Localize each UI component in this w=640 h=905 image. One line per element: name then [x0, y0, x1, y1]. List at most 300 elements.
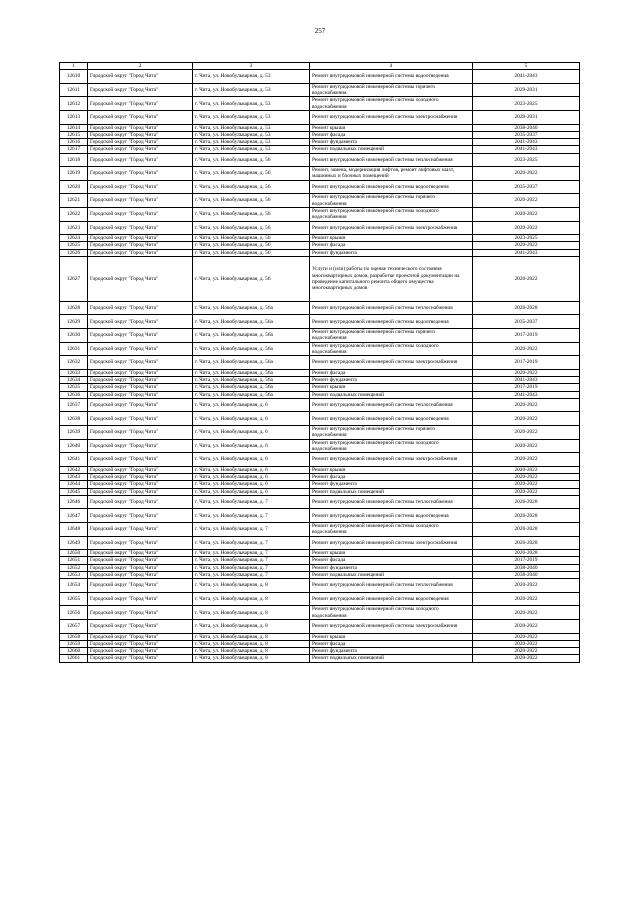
row-number-cell: 12650	[60, 550, 88, 557]
row-number-cell: 12643	[60, 474, 88, 481]
municipality-cell: Городской округ "Город Чита"	[88, 235, 193, 242]
work-type-cell: Ремонт фундамента	[310, 481, 473, 488]
municipality-cell: Городской округ "Город Чита"	[88, 571, 193, 578]
column-header: 2	[88, 63, 193, 70]
address-cell: г. Чита, ул. Новобульварная, д. 6	[193, 488, 310, 495]
work-type-cell: Ремонт внутридомовой инженерной системы водоотведения	[310, 509, 473, 523]
table-row	[60, 648, 580, 655]
table-row	[60, 412, 580, 426]
municipality-cell: Городской округ "Город Чита"	[88, 124, 193, 131]
table-row	[60, 70, 580, 84]
table-row	[60, 522, 580, 536]
work-type-cell: Ремонт внутридомовой инженерной системы теплоснабжения	[310, 301, 473, 315]
table-row	[60, 606, 580, 620]
period-cell: 2023-2025	[473, 97, 580, 111]
municipality-cell: Городской округ "Город Чита"	[88, 633, 193, 640]
address-cell: г. Чита, ул. Новобульварная, д. 8	[193, 579, 310, 593]
address-cell: г. Чита, ул. Новобульварная, д. 7	[193, 564, 310, 571]
row-number-cell: 12629	[60, 315, 88, 329]
address-cell: г. Чита, ул. Новобульварная, д. 7	[193, 536, 310, 550]
municipality-cell: Городской округ "Город Чита"	[88, 412, 193, 426]
period-cell: 2020-2022	[473, 619, 580, 633]
municipality-cell: Городской округ "Город Чита"	[88, 550, 193, 557]
period-cell: 2023-2025	[473, 153, 580, 167]
municipality-cell: Городской округ "Город Чита"	[88, 301, 193, 315]
address-cell: г. Чита, ул. Новобульварная, д. 6	[193, 453, 310, 467]
period-cell: 2020-2022	[473, 426, 580, 440]
period-cell: 2020-2022	[473, 167, 580, 181]
municipality-cell: Городской округ "Город Чита"	[88, 249, 193, 256]
address-cell: г. Чита, ул. Новобульварная, д. 7	[193, 509, 310, 523]
address-cell: г. Чита, ул. Новобульварная, д. 6	[193, 466, 310, 473]
address-cell: г. Чита, ул. Новобульварная, д. 6	[193, 474, 310, 481]
table-row	[60, 564, 580, 571]
table-row	[60, 592, 580, 606]
municipality-cell: Городской округ "Город Чита"	[88, 153, 193, 167]
row-number-cell: 12654	[60, 579, 88, 593]
row-number-cell: 12657	[60, 619, 88, 633]
address-cell: г. Чита, ул. Новобульварная, д. 8	[193, 619, 310, 633]
address-cell: г. Чита, ул. Новобульварная, д. 53	[193, 83, 310, 97]
period-cell: 2020-2022	[473, 481, 580, 488]
table-row	[60, 557, 580, 564]
period-cell: 2020-2022	[473, 655, 580, 662]
row-number-cell: 12625	[60, 242, 88, 249]
row-number-cell: 12628	[60, 301, 88, 315]
municipality-cell: Городской округ "Город Чита"	[88, 640, 193, 647]
period-cell: 2035-2037	[473, 315, 580, 329]
municipality-cell: Городской округ "Город Чита"	[88, 242, 193, 249]
row-number-cell: 12611	[60, 83, 88, 97]
municipality-cell: Городской округ "Город Чита"	[88, 97, 193, 111]
table-row	[60, 481, 580, 488]
period-cell: 2041-2043	[473, 146, 580, 153]
period-cell: 2020-2022	[473, 592, 580, 606]
row-number-cell: 12626	[60, 249, 88, 256]
table-row	[60, 453, 580, 467]
municipality-cell: Городской округ "Город Чита"	[88, 207, 193, 221]
period-cell: 2041-2043	[473, 70, 580, 84]
address-cell: г. Чита, ул. Новобульварная, д. 8	[193, 606, 310, 620]
municipality-cell: Городской округ "Город Чита"	[88, 83, 193, 97]
table-row	[60, 249, 580, 256]
address-cell: г. Чита, ул. Новобульварная, д. 7	[193, 550, 310, 557]
period-cell: 2020-2022	[473, 242, 580, 249]
row-number-cell: 12646	[60, 495, 88, 509]
address-cell: г. Чита, ул. Новобульварная, д. 8	[193, 655, 310, 662]
period-cell: 2038-2040	[473, 124, 580, 131]
table-row	[60, 571, 580, 578]
row-number-cell: 12613	[60, 111, 88, 125]
municipality-cell: Городской округ "Город Чита"	[88, 221, 193, 235]
municipality-cell: Городской округ "Город Чита"	[88, 391, 193, 398]
table-row	[60, 550, 580, 557]
table-row	[60, 207, 580, 221]
table-row	[60, 329, 580, 343]
table-row	[60, 242, 580, 249]
address-cell: г. Чита, ул. Новобульварная, д. 8	[193, 648, 310, 655]
municipality-cell: Городской округ "Город Чита"	[88, 139, 193, 146]
row-number-cell: 12612	[60, 97, 88, 111]
municipality-cell: Городской округ "Город Чита"	[88, 384, 193, 391]
period-cell: 2041-2043	[473, 377, 580, 384]
address-cell: г. Чита, ул. Новобульварная, д. 6	[193, 481, 310, 488]
table-row	[60, 194, 580, 208]
work-type-cell: Ремонт внутридомовой инженерной системы электроснабжения	[310, 619, 473, 633]
table-row	[60, 495, 580, 509]
table-row	[60, 235, 580, 242]
address-cell: г. Чита, ул. Новобульварная, д. 56	[193, 180, 310, 194]
municipality-cell: Городской округ "Город Чита"	[88, 606, 193, 620]
table-body	[60, 70, 580, 662]
work-type-cell: Ремонт крыши	[310, 235, 473, 242]
address-cell: г. Чита, ул. Новобульварная, д. 7	[193, 522, 310, 536]
work-type-cell: Ремонт внутридомовой инженерной системы водоотведения	[310, 315, 473, 329]
work-type-cell: Ремонт подвальных помещений	[310, 391, 473, 398]
row-number-cell: 12619	[60, 167, 88, 181]
table-row	[60, 221, 580, 235]
row-number-cell: 12621	[60, 194, 88, 208]
row-number-cell: 12656	[60, 606, 88, 620]
row-number-cell: 12617	[60, 146, 88, 153]
table-row	[60, 153, 580, 167]
period-cell: 2026-2028	[473, 536, 580, 550]
address-cell: г. Чита, ул. Новобульварная, д. 56	[193, 153, 310, 167]
row-number-cell: 12614	[60, 124, 88, 131]
work-type-cell: Ремонт внутридомовой инженерной системы горячего водоснабжения	[310, 83, 473, 97]
work-type-cell: Ремонт фундамента	[310, 377, 473, 384]
table-row	[60, 579, 580, 593]
address-cell: г. Чита, ул. Новобульварная, д. 7	[193, 495, 310, 509]
row-number-cell: 12644	[60, 481, 88, 488]
table-row	[60, 167, 580, 181]
row-number-cell: 12648	[60, 522, 88, 536]
table-row	[60, 301, 580, 315]
table-row	[60, 426, 580, 440]
municipality-cell: Городской округ "Город Чита"	[88, 426, 193, 440]
address-cell: г. Чита, ул. Новобульварная, д. 56	[193, 207, 310, 221]
row-number-cell: 12622	[60, 207, 88, 221]
work-type-cell: Ремонт внутридомовой инженерной системы холодного водоснабжения	[310, 522, 473, 536]
period-cell: 2020-2022	[473, 453, 580, 467]
address-cell: г. Чита, ул. Новобульварная, д. 56	[193, 167, 310, 181]
work-type-cell: Ремонт фундамента	[310, 648, 473, 655]
table-row	[60, 509, 580, 523]
municipality-cell: Городской округ "Город Чита"	[88, 655, 193, 662]
table-row	[60, 369, 580, 376]
row-number-cell: 12661	[60, 655, 88, 662]
address-cell: г. Чита, ул. Новобульварная, д. 56	[193, 256, 310, 301]
period-cell: 2038-2040	[473, 571, 580, 578]
work-type-cell: Ремонт крыши	[310, 633, 473, 640]
table-row	[60, 655, 580, 662]
work-type-cell: Ремонт фасада	[310, 369, 473, 376]
address-cell: г. Чита, ул. Новобульварная, д. 53	[193, 124, 310, 131]
row-number-cell: 12649	[60, 536, 88, 550]
municipality-cell: Городской округ "Город Чита"	[88, 495, 193, 509]
municipality-cell: Городской округ "Город Чита"	[88, 474, 193, 481]
municipality-cell: Городской округ "Город Чита"	[88, 356, 193, 370]
address-cell: г. Чита, ул. Новобульварная, д. 56а	[193, 342, 310, 356]
work-type-cell: Ремонт крыши	[310, 466, 473, 473]
municipality-cell: Городской округ "Город Чита"	[88, 256, 193, 301]
address-cell: г. Чита, ул. Новобульварная, д. 53	[193, 146, 310, 153]
work-type-cell: Ремонт внутридомовой инженерной системы горячего водоснабжения	[310, 426, 473, 440]
period-cell: 2020-2022	[473, 398, 580, 412]
row-number-cell: 12639	[60, 426, 88, 440]
period-cell: 2020-2022	[473, 207, 580, 221]
work-type-cell: Ремонт внутридомовой инженерной системы теплоснабжения	[310, 579, 473, 593]
work-type-cell: Ремонт подвальных помещений	[310, 146, 473, 153]
row-number-cell: 12631	[60, 342, 88, 356]
work-type-cell: Ремонт фундамента	[310, 564, 473, 571]
work-type-cell: Ремонт подвальных помещений	[310, 488, 473, 495]
work-type-cell: Ремонт фундамента	[310, 249, 473, 256]
period-cell: 2020-2022	[473, 648, 580, 655]
row-number-cell: 12638	[60, 412, 88, 426]
table-row	[60, 146, 580, 153]
row-number-cell: 12623	[60, 221, 88, 235]
municipality-cell: Городской округ "Город Чита"	[88, 146, 193, 153]
work-type-cell: Ремонт внутридомовой инженерной системы холодного водоснабжения	[310, 439, 473, 453]
period-cell: 2026-2028	[473, 495, 580, 509]
address-cell: г. Чита, ул. Новобульварная, д. 56а	[193, 356, 310, 370]
period-cell: 2020-2022	[473, 579, 580, 593]
municipality-cell: Городской округ "Город Чита"	[88, 466, 193, 473]
period-cell: 2035-2037	[473, 131, 580, 138]
row-number-cell: 12610	[60, 70, 88, 84]
municipality-cell: Городской округ "Город Чита"	[88, 557, 193, 564]
period-cell: 2020-2022	[473, 606, 580, 620]
row-number-cell: 12616	[60, 139, 88, 146]
municipality-cell: Городской округ "Город Чита"	[88, 453, 193, 467]
municipality-cell: Городской округ "Город Чита"	[88, 488, 193, 495]
period-cell: 2029-2031	[473, 111, 580, 125]
column-number-row	[60, 63, 580, 70]
row-number-cell: 12627	[60, 256, 88, 301]
work-type-cell: Ремонт внутридомовой инженерной системы теплоснабжения	[310, 495, 473, 509]
row-number-cell: 12658	[60, 633, 88, 640]
address-cell: г. Чита, ул. Новобульварная, д. 56	[193, 242, 310, 249]
work-type-cell: Ремонт фасада	[310, 131, 473, 138]
row-number-cell: 12635	[60, 384, 88, 391]
municipality-cell: Городской округ "Город Чита"	[88, 377, 193, 384]
period-cell: 2017-2019	[473, 384, 580, 391]
work-type-cell: Ремонт подвальных помещений	[310, 571, 473, 578]
period-cell: 2020-2022	[473, 466, 580, 473]
work-type-cell: Услуги и (или) работы по оценке технического состояния многоквартирных домов, разработке проектной документации на проведение капитального ремонта общего имущества многоквартирных домов	[310, 256, 473, 301]
work-type-cell: Ремонт крыши	[310, 550, 473, 557]
row-number-cell: 12653	[60, 571, 88, 578]
address-cell: г. Чита, ул. Новобульварная, д. 6	[193, 398, 310, 412]
table-row	[60, 97, 580, 111]
work-type-cell: Ремонт внутридомовой инженерной системы теплоснабжения	[310, 398, 473, 412]
row-number-cell: 12655	[60, 592, 88, 606]
table-row	[60, 256, 580, 301]
address-cell: г. Чита, ул. Новобульварная, д. 6	[193, 439, 310, 453]
municipality-cell: Городской округ "Город Чита"	[88, 329, 193, 343]
address-cell: г. Чита, ул. Новобульварная, д. 7	[193, 557, 310, 564]
period-cell: 2020-2022	[473, 488, 580, 495]
period-cell: 2026-2028	[473, 509, 580, 523]
table-row	[60, 315, 580, 329]
period-cell: 2017-2019	[473, 329, 580, 343]
row-number-cell: 12641	[60, 453, 88, 467]
row-number-cell: 12634	[60, 377, 88, 384]
municipality-cell: Городской округ "Город Чита"	[88, 167, 193, 181]
address-cell: г. Чита, ул. Новобульварная, д. 56	[193, 221, 310, 235]
work-type-cell: Ремонт внутридомовой инженерной системы горячего водоснабжения	[310, 194, 473, 208]
row-number-cell: 12640	[60, 439, 88, 453]
table-row	[60, 391, 580, 398]
period-cell: 2026-2028	[473, 301, 580, 315]
period-cell: 2020-2022	[473, 439, 580, 453]
address-cell: г. Чита, ул. Новобульварная, д. 8	[193, 592, 310, 606]
municipality-cell: Городской округ "Город Чита"	[88, 369, 193, 376]
address-cell: г. Чита, ул. Новобульварная, д. 7	[193, 571, 310, 578]
address-cell: г. Чита, ул. Новобульварная, д. 53	[193, 139, 310, 146]
repair-schedule-table	[59, 62, 580, 663]
period-cell: 2020-2022	[473, 369, 580, 376]
work-type-cell: Ремонт внутридомовой инженерной системы горячего водоснабжения	[310, 329, 473, 343]
work-type-cell: Ремонт внутридомовой инженерной системы электроснабжения	[310, 453, 473, 467]
municipality-cell: Городской округ "Город Чита"	[88, 315, 193, 329]
address-cell: г. Чита, ул. Новобульварная, д. 56а	[193, 301, 310, 315]
column-header: 3	[193, 63, 310, 70]
municipality-cell: Городской округ "Город Чита"	[88, 509, 193, 523]
table-row	[60, 384, 580, 391]
period-cell: 2017-2019	[473, 557, 580, 564]
row-number-cell: 12660	[60, 648, 88, 655]
table-row	[60, 342, 580, 356]
column-header: 1	[60, 63, 88, 70]
work-type-cell: Ремонт фасада	[310, 640, 473, 647]
municipality-cell: Городской округ "Город Чита"	[88, 194, 193, 208]
work-type-cell: Ремонт крыши	[310, 384, 473, 391]
municipality-cell: Городской округ "Город Чита"	[88, 564, 193, 571]
table-row	[60, 356, 580, 370]
table-row	[60, 439, 580, 453]
period-cell: 2029-2031	[473, 83, 580, 97]
row-number-cell: 12647	[60, 509, 88, 523]
municipality-cell: Городской округ "Город Чита"	[88, 522, 193, 536]
work-type-cell: Ремонт внутридомовой инженерной системы холодного водоснабжения	[310, 207, 473, 221]
period-cell: 2026-2028	[473, 522, 580, 536]
table-row	[60, 536, 580, 550]
period-cell: 2020-2022	[473, 412, 580, 426]
address-cell: г. Чита, ул. Новобульварная, д. 6	[193, 426, 310, 440]
address-cell: г. Чита, ул. Новобульварная, д. 8	[193, 640, 310, 647]
row-number-cell: 12633	[60, 369, 88, 376]
table-row	[60, 619, 580, 633]
row-number-cell: 12630	[60, 329, 88, 343]
municipality-cell: Городской округ "Город Чита"	[88, 398, 193, 412]
row-number-cell: 12642	[60, 466, 88, 473]
row-number-cell: 12636	[60, 391, 88, 398]
municipality-cell: Городской округ "Город Чита"	[88, 439, 193, 453]
work-type-cell: Ремонт фасада	[310, 474, 473, 481]
municipality-cell: Городской округ "Город Чита"	[88, 481, 193, 488]
work-type-cell: Ремонт внутридомовой инженерной системы электроснабжения	[310, 536, 473, 550]
period-cell: 2023-2025	[473, 235, 580, 242]
period-cell: 2020-2022	[473, 221, 580, 235]
column-header: 5	[473, 63, 580, 70]
work-type-cell: Ремонт внутридомовой инженерной системы водоотведения	[310, 70, 473, 84]
period-cell: 2020-2022	[473, 194, 580, 208]
address-cell: г. Чита, ул. Новобульварная, д. 6	[193, 412, 310, 426]
work-type-cell: Ремонт внутридомовой инженерной системы холодного водоснабжения	[310, 342, 473, 356]
period-cell: 2020-2022	[473, 633, 580, 640]
address-cell: г. Чита, ул. Новобульварная, д. 56а	[193, 315, 310, 329]
work-type-cell: Ремонт внутридомовой инженерной системы холодного водоснабжения	[310, 97, 473, 111]
table-row	[60, 488, 580, 495]
municipality-cell: Городской округ "Город Чита"	[88, 70, 193, 84]
period-cell: 2035-2037	[473, 180, 580, 194]
period-cell: 2020-2022	[473, 640, 580, 647]
period-cell: 2020-2022	[473, 342, 580, 356]
work-type-cell: Ремонт фасада	[310, 242, 473, 249]
row-number-cell: 12652	[60, 564, 88, 571]
address-cell: г. Чита, ул. Новобульварная, д. 56а	[193, 391, 310, 398]
table-row	[60, 180, 580, 194]
table-row	[60, 377, 580, 384]
table-row	[60, 633, 580, 640]
period-cell: 2020-2022	[473, 256, 580, 301]
work-type-cell: Ремонт подвальных помещений	[310, 655, 473, 662]
row-number-cell: 12618	[60, 153, 88, 167]
table-row	[60, 474, 580, 481]
work-type-cell: Ремонт внутридомовой инженерной системы теплоснабжения	[310, 153, 473, 167]
row-number-cell: 12637	[60, 398, 88, 412]
row-number-cell: 12632	[60, 356, 88, 370]
table-row	[60, 111, 580, 125]
table-row	[60, 83, 580, 97]
municipality-cell: Городской округ "Город Чита"	[88, 180, 193, 194]
table-row	[60, 466, 580, 473]
period-cell: 2041-2043	[473, 139, 580, 146]
work-type-cell: Ремонт внутридомовой инженерной системы электроснабжения	[310, 356, 473, 370]
work-type-cell: Ремонт внутридомовой инженерной системы электроснабжения	[310, 111, 473, 125]
work-type-cell: Ремонт внутридомовой инженерной системы водоотведения	[310, 592, 473, 606]
work-type-cell: Ремонт, замена, модернизация лифтов, ремонт лифтовых шахт, машинных и блочных помещений	[310, 167, 473, 181]
work-type-cell: Ремонт фундамента	[310, 139, 473, 146]
address-cell: г. Чита, ул. Новобульварная, д. 56а	[193, 369, 310, 376]
municipality-cell: Городской округ "Город Чита"	[88, 111, 193, 125]
address-cell: г. Чита, ул. Новобульварная, д. 8	[193, 633, 310, 640]
address-cell: г. Чита, ул. Новобульварная, д. 56а	[193, 384, 310, 391]
address-cell: г. Чита, ул. Новобульварная, д. 56	[193, 194, 310, 208]
row-number-cell: 12615	[60, 131, 88, 138]
work-type-cell: Ремонт внутридомовой инженерной системы водоотведения	[310, 180, 473, 194]
address-cell: г. Чита, ул. Новобульварная, д. 56	[193, 235, 310, 242]
period-cell: 2017-2019	[473, 356, 580, 370]
period-cell: 2041-2043	[473, 391, 580, 398]
municipality-cell: Городской округ "Город Чита"	[88, 579, 193, 593]
table-row	[60, 131, 580, 138]
address-cell: г. Чита, ул. Новобульварная, д. 53	[193, 131, 310, 138]
table-row	[60, 640, 580, 647]
row-number-cell: 12651	[60, 557, 88, 564]
work-type-cell: Ремонт внутридомовой инженерной системы холодного водоснабжения	[310, 606, 473, 620]
period-cell: 2038-2040	[473, 564, 580, 571]
work-type-cell: Ремонт крыши	[310, 124, 473, 131]
municipality-cell: Городской округ "Город Чита"	[88, 619, 193, 633]
address-cell: г. Чита, ул. Новобульварная, д. 56	[193, 249, 310, 256]
row-number-cell: 12645	[60, 488, 88, 495]
municipality-cell: Городской округ "Город Чита"	[88, 342, 193, 356]
municipality-cell: Городской округ "Город Чита"	[88, 536, 193, 550]
table-row	[60, 139, 580, 146]
